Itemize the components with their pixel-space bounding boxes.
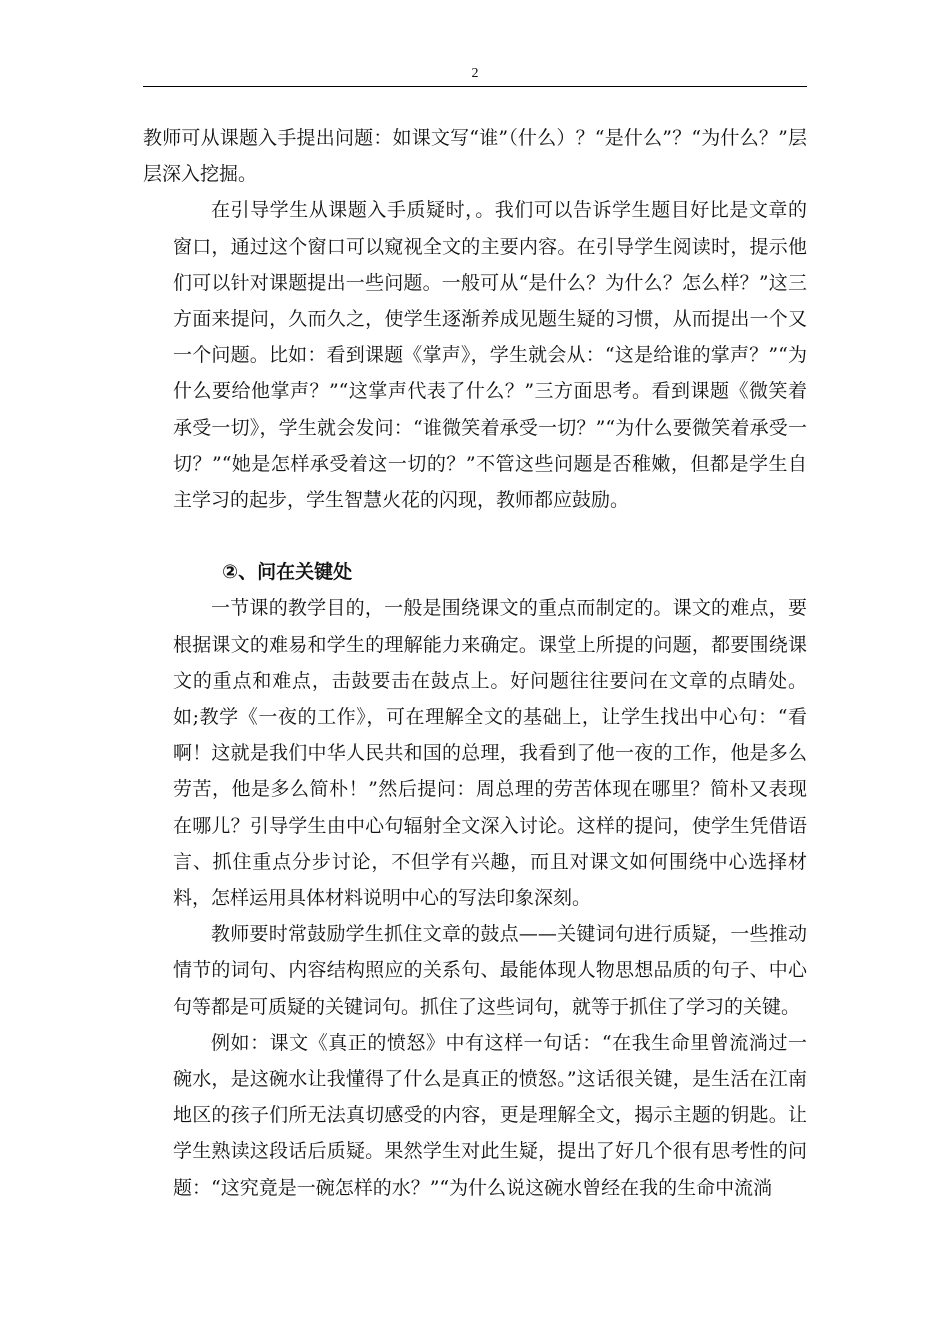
paragraph-key-points: 一节课的教学目的，一般是围绕课文的重点而制定的。课文的难点，要根据课文的难易和学生的理解能力来确定。课堂上所提的问题，都要围绕课文的重点和难点，击鼓要击在鼓点上。好问题往往要问在文章的点睛处。 如;教学《一夜的工作》，可在理解全文的基础上，让学生找出中心句：“看啊！这就是我们中华人民共和国的总理，我看到了他一夜的工作，他是多么劳苦，他是多么简朴！”然后提问：周总理的劳苦体现在哪里？简朴又表现在哪儿？引导学生由中心句辐射全文深入讨论。这样的提问，使学生凭借语言、抓住重点分步讨论，不但学有兴趣，而且对课文如何围绕中心选择材料，怎样运用具体材料说明中心的写法印象深刻。: [173, 597, 807, 910]
intro-paragraph: 教师可从课题入手提出问题：如课文写“谁”（什么）？“是什么”？“为什么？”层层深入挖掘。: [143, 127, 807, 186]
paragraph-example: 例如：课文《真正的愤怒》中有这样一句话：“在我生命里曾流淌过一碗水，是这碗水让我懂得了什么是真正的愤怒。”这话很关键，是生活在江南地区的孩子们所无法真切感受的内容，更是理解全文，揭示主题的钥匙。让学生熟读这段话后质疑。果然学生对此生疑，提出了好几个很有思考性的问题：“这究竟是一碗怎样的水？”“为什么说这碗水曾经在我的生命中流淌: [173, 1031, 807, 1199]
document-body: [143, 120, 807, 1206]
paragraph-key-sentences: 教师要时常鼓励学生抓住文章的鼓点——关键词句进行质疑，一些推动情节的词句、内容结构照应的关系句、最能体现人物思想品质的句子、中心句等都是可质疑的关键词句。抓住了这些词句，就等于抓住了学习的关键。: [173, 923, 807, 1018]
paragraph-title-questioning: 在引导学生从课题入手质疑时，。我们可以告诉学生题目好比是文章的窗口，通过这个窗口可以窥视全文的主要内容。在引导学生阅读时，提示他们可以针对课题提出一些问题。一般可从“是什么？为什么？怎么样？”这三方面来提问，久而久之，使学生逐渐养成见题生疑的习惯，从而提出一个又一个问题。比如：看到课题《掌声》，学生就会从：“这是给谁的掌声？”“为什么要给他掌声？”“这掌声代表了什么？”三方面思考。看到课题《微笑着承受一切》，学生就会发问：“谁微笑着承受一切？”“为什么要微笑着承受一切？”“她是怎样承受着这一切的？”不管这些问题是否稚嫩，但都是学生自主学习的起步，学生智慧火花的闪现，教师都应鼓励。: [173, 199, 807, 512]
section-spacer: [173, 518, 807, 554]
section-heading: ②、问在关键处: [222, 561, 353, 584]
header-rule: [143, 86, 807, 87]
page-number: 2: [471, 66, 479, 81]
